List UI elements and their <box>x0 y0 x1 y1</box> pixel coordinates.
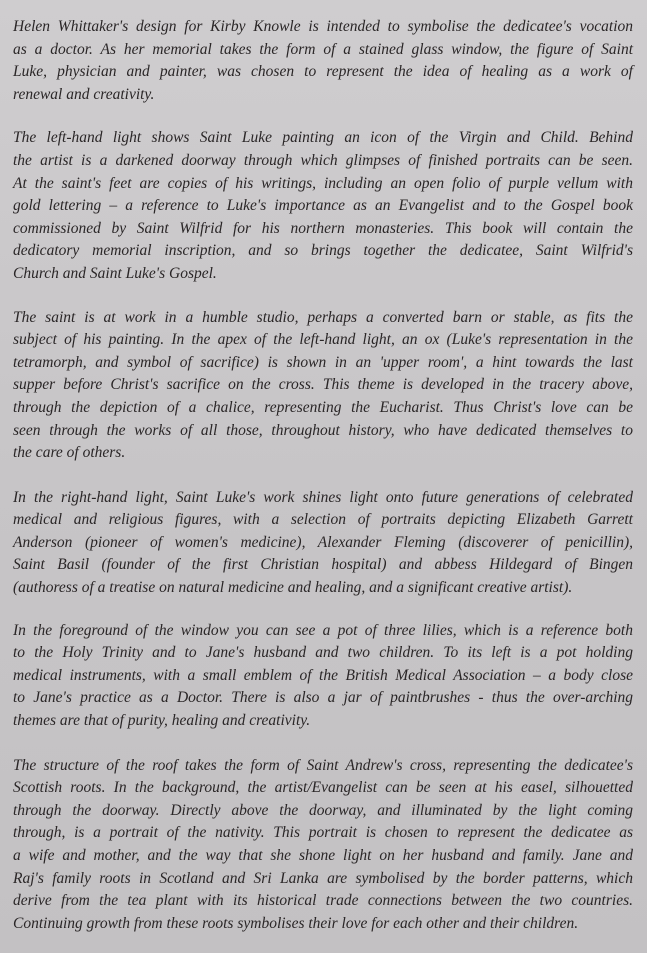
text-line: commissioned by Saint Wilfrid for his northern monasteries. This book will contain the <box>13 219 633 237</box>
text-line: a wife and mother, and the way that she shone light on her husband and family. Jane and <box>13 847 633 864</box>
paragraph-right-hand-light <box>13 487 633 600</box>
text-line: renewal and creativity. <box>13 85 155 103</box>
text-line: the care of others. <box>13 444 126 462</box>
text-line: The saint is at work in a humble studio, perhaps a converted barn or stable, as fits the <box>13 308 633 326</box>
text-line: through the doorway. Directly above the doorway, and illuminated by the light coming <box>13 801 633 819</box>
text-line: The left-hand light shows Saint Luke painting an icon of the Virgin and Child. Behind <box>13 129 633 147</box>
paragraph-foreground <box>13 620 633 733</box>
text-line: Anderson (pioneer of women's medicine), Alexander Fleming (discoverer of penicillin), <box>13 533 633 551</box>
text-line: In the foreground of the window you can see a pot of three lilies, which is a reference both <box>13 621 633 639</box>
text-line: Saint Basil (founder of the first Christian hospital) and abbess Hildegard of Bingen <box>13 556 633 574</box>
text-line: Luke, physician and painter, was chosen to represent the idea of healing as a work of <box>13 63 633 81</box>
text-line: to the Holy Trinity and to Jane's husband and two children. To its left is a pot holding <box>13 644 633 662</box>
text-line: derive from the tea plant with its historical trade connections between the two countries. <box>13 892 633 910</box>
text-line: through, is a portrait of the nativity. This portrait is chosen to represent the dedicatee as <box>13 824 633 842</box>
text-line: themes are that of purity, healing and creativity. <box>13 712 311 730</box>
text-line: (authoress of a treatise on natural medicine and healing, and a significant creative artist). <box>13 579 573 597</box>
text-line: supper before Christ's sacrifice on the cross. This theme is developed in the tracery above, <box>13 376 633 394</box>
text-line: At the saint's feet are copies of his writings, including an open folio of purple vellum with <box>13 174 633 192</box>
paragraph-left-hand-light <box>13 127 633 285</box>
text-line: seen through the works of all those, throughout history, who have dedicated themselves to <box>13 421 633 439</box>
text-line: subject of his painting. In the apex of the left-hand light, an ox (Luke's representation in the <box>13 331 633 349</box>
text-line: medical and religious figures, with a selection of portraits depicting Elizabeth Garrett <box>13 511 633 529</box>
text-line: to Jane's practice as a Doctor. There is also a jar of paintbrushes - thus the over-arching <box>13 689 633 707</box>
text-line: The structure of the roof takes the form of Saint Andrew's cross, representing the dedicatee's <box>13 756 633 774</box>
text-line: Continuing growth from these roots symbolises their love for each other and their children. <box>13 914 579 932</box>
text-line: the artist is a darkened doorway through which glimpses of finished portraits can be seen. <box>13 151 633 169</box>
text-line: In the right-hand light, Saint Luke's work shines light onto future generations of celebrated <box>13 488 633 506</box>
paragraph-intro <box>13 16 633 106</box>
text-line: through the depiction of a chalice, representing the Eucharist. Thus Christ's love can be <box>13 398 633 416</box>
text-line: Scottish roots. In the background, the artist/Evangelist can be seen at his easel, silhouetted <box>13 779 633 797</box>
paragraph-roof-structure <box>13 755 633 936</box>
text-line: Raj's family roots in Scotland and Sri Lanka are symbolised by the border patterns, which <box>13 869 633 887</box>
text-line: Church and Saint Luke's Gospel. <box>13 264 217 282</box>
text-line: Helen Whittaker's design for Kirby Knowle is intended to symbolise the dedicatee's vocation <box>13 18 633 35</box>
text-line: tetramorph, and symbol of sacrifice) is shown in an 'upper room', a hint towards the last <box>13 353 633 371</box>
paragraph-studio <box>13 307 633 465</box>
text-line: medical instruments, with a small emblem of the British Medical Association – a body close <box>13 666 633 684</box>
text-line: dedicatory memorial inscription, and so brings together the dedicatee, Saint Wilfrid's <box>13 242 633 260</box>
text-line: gold lettering – a reference to Luke's importance as an Evangelist and to the Gospel book <box>13 197 633 215</box>
text-line: as a doctor. As her memorial takes the form of a stained glass window, the figure of Saint <box>13 40 633 58</box>
